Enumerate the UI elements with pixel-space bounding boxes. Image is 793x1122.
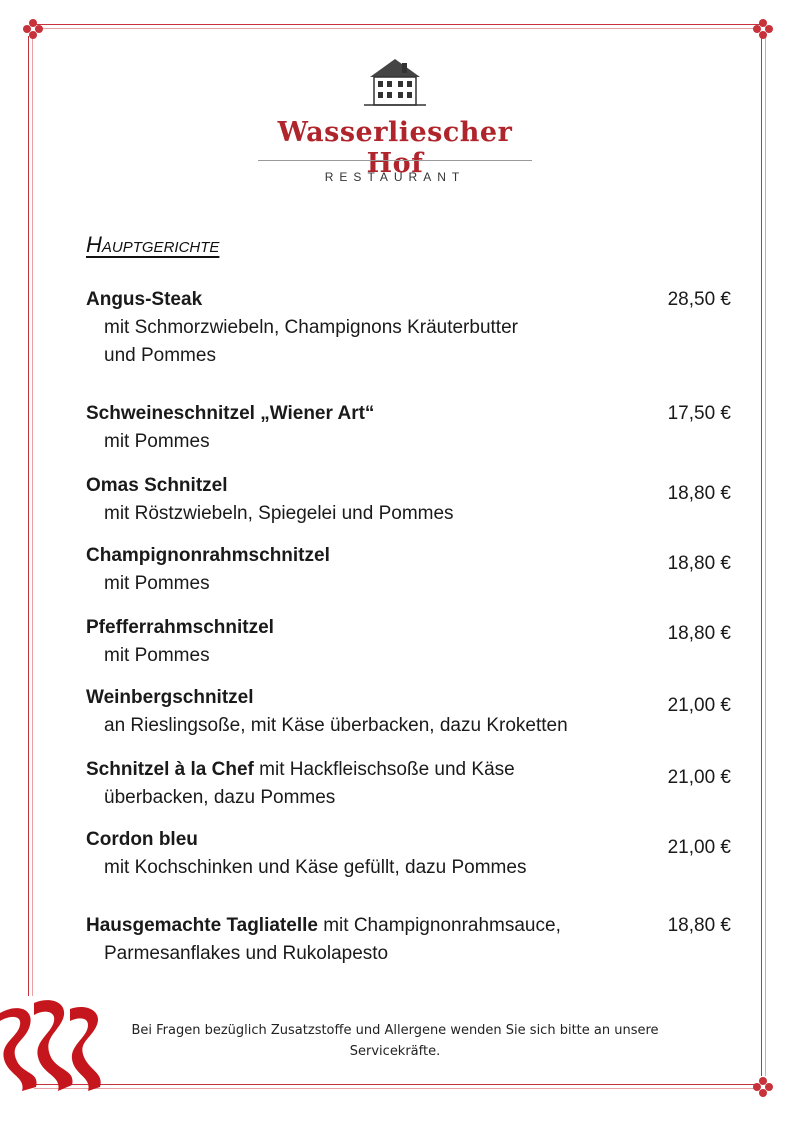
clover-ornament-icon [752,1076,774,1098]
section-title: Hauptgerichte [86,232,220,257]
item-name: Cordon bleu [86,829,198,850]
item-description: mit Pommes [104,573,210,594]
item-name: Omas Schnitzel [86,475,228,496]
item-price: 28,50 € [667,289,731,310]
frame-right [761,36,766,1076]
item-description: mit Röstzwiebeln, Spiegelei und Pommes [104,503,454,524]
item-price: 18,80 € [667,623,731,644]
frame-top [34,24,760,29]
menu-item [86,614,736,670]
item-price: 21,00 € [667,767,731,788]
item-price: 21,00 € [667,837,731,858]
clover-ornament-icon [22,18,44,40]
restaurant-logo [250,55,540,195]
item-price: 21,00 € [667,695,731,716]
allergen-note: Bei Fragen bezüglich Zusatzstoffe und Allergene wenden Sie sich bitte an unsere Servicekräfte. [131,1023,659,1059]
clover-ornament-icon [752,18,774,40]
brand-name: Wasserliescher Hof [277,117,513,179]
item-price: 18,80 € [667,915,731,936]
menu-item [86,472,736,528]
item-description: überbacken, dazu Pommes [104,787,336,808]
menu-item [86,542,736,598]
menu-item [86,684,736,740]
item-name: Pfefferrahmschnitzel [86,617,274,638]
item-name: Weinbergschnitzel [86,687,254,708]
item-price: 18,80 € [667,553,731,574]
item-name: Schnitzel à la Chef [86,759,254,780]
monogram-logo-icon [0,995,110,1095]
item-name: Schweineschnitzel „Wiener Art“ [86,403,375,424]
item-price: 18,80 € [667,483,731,504]
item-name: Hausgemachte Tagliatelle [86,915,318,936]
item-description: mit Kochschinken und Käse gefüllt, dazu Pommes [104,857,527,878]
menu-item [86,826,736,882]
item-description: mit Pommes [104,645,210,666]
item-name: Angus-Steak [86,289,203,310]
item-description: an Rieslingsoße, mit Käse überbacken, dazu Kroketten [104,715,568,736]
item-description-inline: mit Hackfleischsoße und Käse [253,759,515,780]
frame-left [28,36,33,996]
frame-bottom [34,1084,760,1089]
brand-subtitle: RESTAURANT [324,170,466,184]
item-name-line [86,912,736,940]
item-description: mit Schmorzwiebeln, Champignons Kräuterbutter [104,317,518,338]
item-name-line [86,756,736,784]
menu-item [86,286,736,370]
item-name: Champignonrahmschnitzel [86,545,330,566]
menu-item [86,756,736,812]
item-description: Parmesanflakes und Rukolapesto [104,943,389,964]
menu-item [86,400,736,456]
item-description: und Pommes [104,345,216,366]
house-logo-icon [362,55,428,107]
brand-divider [258,160,532,161]
menu-item [86,912,736,968]
item-description: mit Pommes [104,431,210,452]
item-price: 17,50 € [667,403,731,424]
item-description-inline: mit Champignonrahmsauce, [317,915,561,936]
